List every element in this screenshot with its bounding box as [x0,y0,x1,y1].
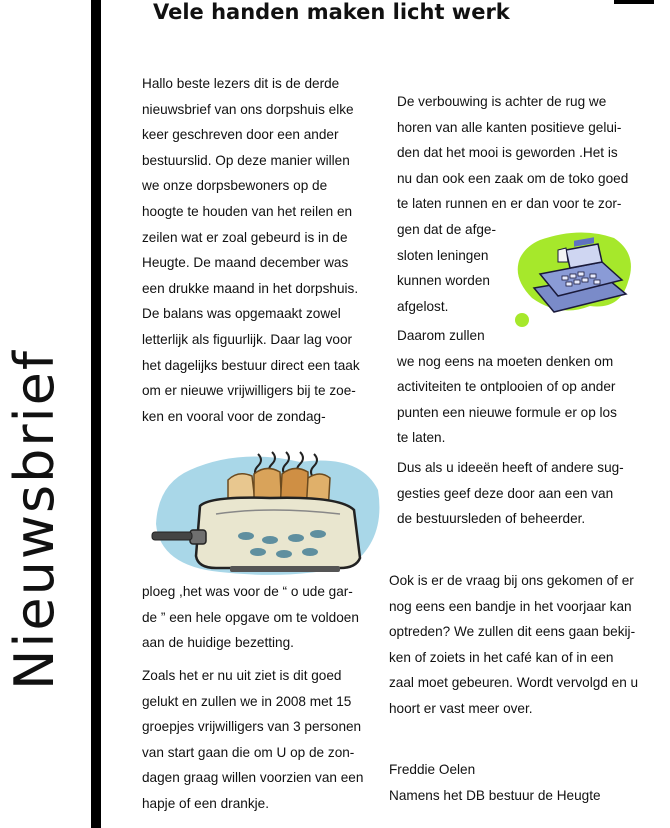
text-line: van start gaan die om U op de zon- [142,744,355,760]
text-line: de bestuursleden of beheerder. [397,511,586,527]
text-line: letterlijk als figuurlijk. Daar lag voor [142,331,353,347]
text-line: Hallo beste lezers dit is de derde [142,76,340,91]
text-line: sloten leningen [397,247,489,263]
text-line: Namens het DB bestuur de Heugte [389,787,601,803]
text-line: zeilen wat er zoal gebeurd is in de [142,229,348,245]
text-line: ken en vooral voor de zondag- [142,408,326,424]
continuation-paragraph [142,579,359,656]
headline: Vele handen maken licht werk [153,0,510,24]
cash-register-illustration [510,228,640,328]
text-line: kunnen worden [397,273,490,289]
sidebar-title: Nieuwsbrief [3,349,66,690]
text-line: afgelost. [397,298,449,314]
think-paragraph [397,323,617,451]
text-line: hoogte te houden van het reilen en [142,203,353,219]
text-line: Daarom zullen [397,328,485,343]
text-line: een drukke maand in het dorpshuis. [142,280,359,296]
text-line: nu dan ook een zaak om de toko goed [397,170,629,186]
text-line: ploeg ,het was voor de “ o ude gar- [142,584,353,599]
text-line: Dus als u ideeën heeft of andere sug- [397,460,624,475]
text-line: optreden? We zullen dit eens gaan bekij- [389,624,636,640]
toaster-body [196,498,360,568]
sidebar-rule [91,0,101,828]
text-line: gen dat de afge- [397,221,497,237]
corner-mark [614,0,654,4]
text-line: Zoals het er nu uit ziet is dit goed [142,668,342,683]
text-line: zaal moet gebeuren. Wordt vervolgd en u [389,675,639,691]
text-line: te laten. [397,430,446,446]
closing-paragraph [142,663,363,817]
text-line: Heugte. De maand december was [142,255,349,271]
signature [389,757,601,808]
text-line: gesties geef deze door aan een van [397,485,614,501]
text-line: groepjes vrijwilligers van 3 personen [142,719,362,735]
text-line: nieuwsbrief van ons dorpshuis elke [142,101,354,117]
text-line: aan de huidige bezetting. [142,635,294,651]
text-line: nog eens een bandje in het voorjaar kan [389,598,632,614]
text-line: om er nieuwe vrijwilligers bij te zoe- [142,383,356,399]
text-line: we onze dorpsbewoners op de [142,178,328,194]
text-line: bestuurslid. Op deze manier willen [142,152,350,168]
text-line: den dat het mooi is geworden .Het is [397,145,618,161]
intro-paragraph [142,71,360,429]
text-line: horen van alle kanten positieve gelui- [397,119,622,135]
text-line: hapje of een drankje. [142,795,269,811]
ideas-paragraph [397,455,624,532]
receipt-roll [558,248,568,262]
toaster-handle [152,532,192,540]
text-line: gelukt en zullen we in 2008 met 15 [142,693,352,709]
text-line: hoort er vast meer over. [389,700,533,716]
text-line: het dagelijks bestuur direct een taak [142,357,360,373]
toaster-base [230,566,340,572]
text-line: we nog eens na moeten denken om [397,353,614,369]
text-line: De balans was opgemaakt zowel [142,306,341,322]
text-line: de ” een hele opgave om te voldoen [142,609,359,625]
band-paragraph [389,568,638,722]
text-line: De verbouwing is achter de rug we [397,94,607,109]
text-line: Freddie Oelen [389,762,476,777]
toaster-illustration [150,440,390,580]
text-line: activiteiten te ontplooien of op ander [397,379,616,395]
text-line: dagen graag willen voorzien van een [142,770,364,786]
text-line: punten een nieuwe formule er op los [397,404,617,420]
text-line: ken of zoiets in het café kan of in een [389,649,614,665]
text-line: Ook is er de vraag bij ons gekomen of er [389,573,634,588]
text-line: te laten runnen en er dan voor te zor- [397,196,622,212]
text-line: keer geschreven door een ander [142,127,339,143]
